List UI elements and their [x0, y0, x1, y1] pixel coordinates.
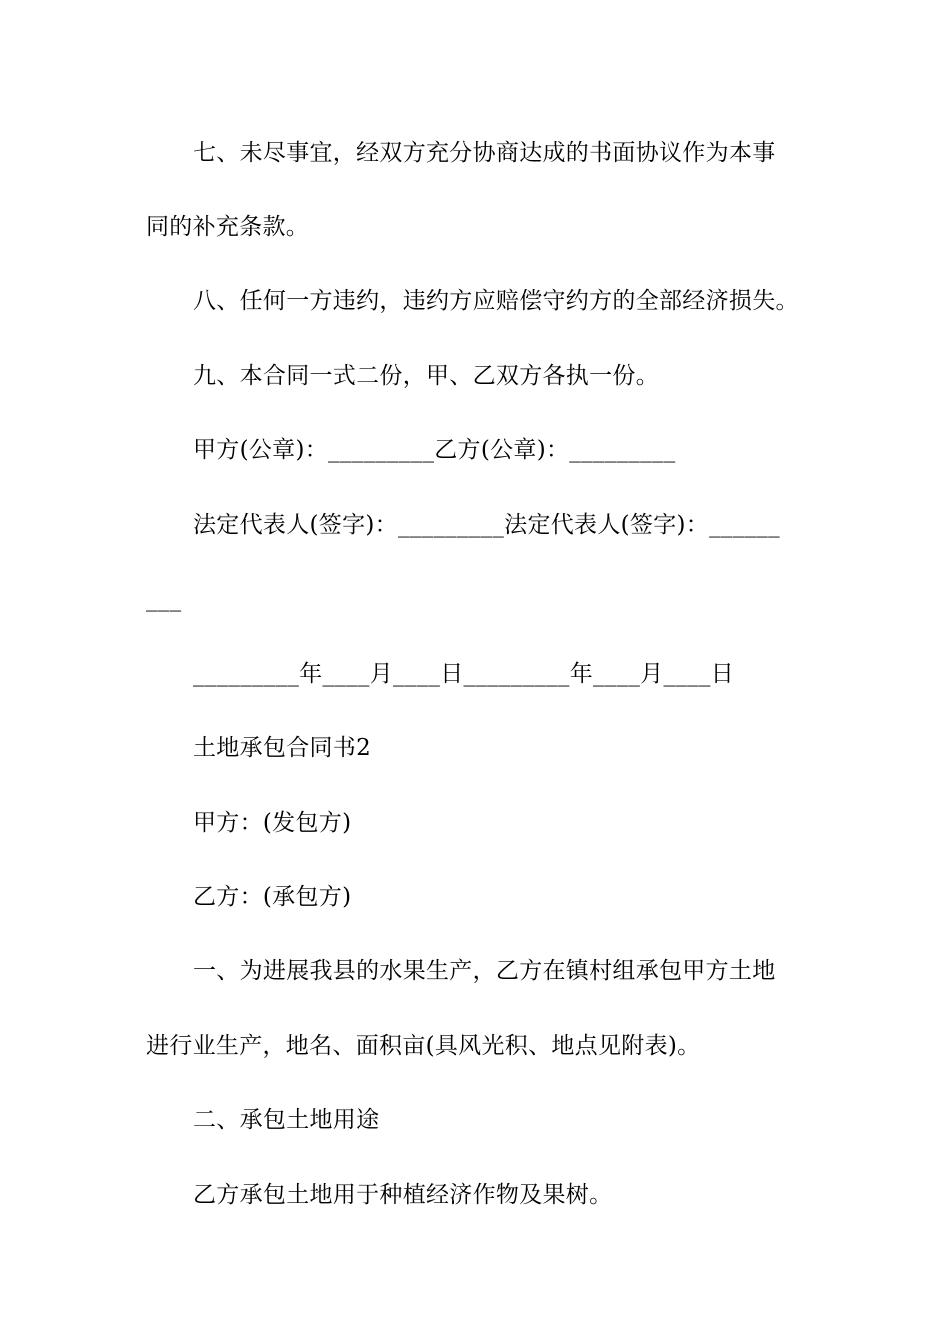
legal-rep-signature-continuation: ___ [146, 586, 182, 612]
clause-eight: 八、任何一方违约，违约方应赔偿守约方的全部经济损失。 [193, 288, 799, 314]
contract-title-2: 土地承包合同书2 [193, 735, 372, 761]
date-line: _________年____月____日_________年____月____日 [193, 661, 734, 687]
clause-one-line-1: 一、为进展我县的水果生产，乙方在镇村组承包甲方土地 [193, 958, 776, 984]
clause-two-heading: 二、承包土地用途 [193, 1107, 380, 1133]
clause-one-line-2: 进行业生产，地名、面积亩(具风光积、地点见附表)。 [146, 1033, 701, 1059]
clause-two-body: 乙方承包土地用于种植经济作物及果树。 [193, 1182, 613, 1208]
clause-seven-line-2: 同的补充条款。 [146, 214, 310, 240]
party-b-line: 乙方：(承包方) [193, 884, 352, 910]
clause-nine: 九、本合同一式二份，甲、乙双方各执一份。 [193, 363, 659, 389]
legal-rep-signature-line: 法定代表人(签字)：_________法定代表人(签字)：______ [193, 512, 780, 538]
clause-seven-line-1: 七、未尽事宜，经双方充分协商达成的书面协议作为本事 [193, 140, 776, 166]
party-seal-line: 甲方(公章)：_________乙方(公章)：_________ [193, 437, 676, 463]
party-a-line: 甲方：(发包方) [193, 810, 352, 836]
